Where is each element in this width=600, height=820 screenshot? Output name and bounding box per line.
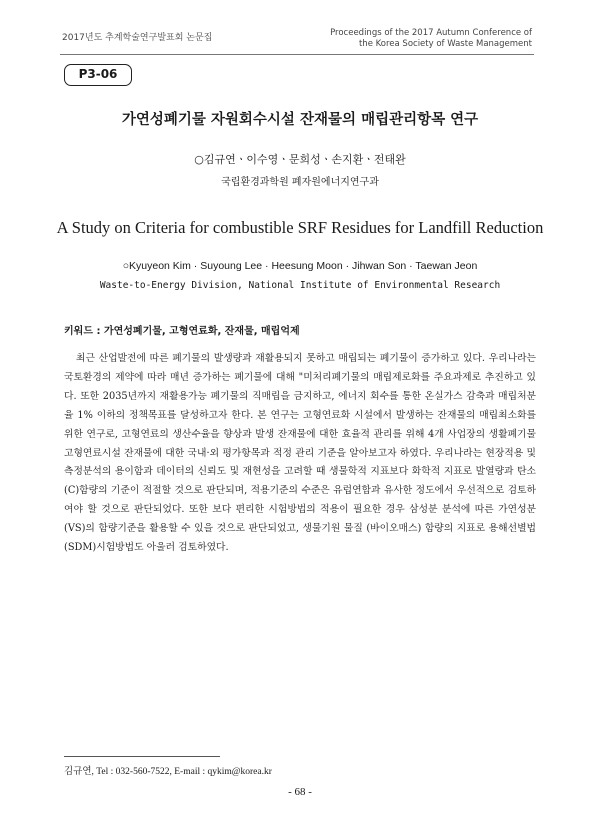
header-divider xyxy=(60,54,534,55)
authors-ko: ○김규연ㆍ이수영ㆍ문희성ㆍ손지환ㆍ전태완 xyxy=(194,153,406,166)
session-id-badge: P3-06 xyxy=(64,64,132,86)
header-proceedings-en-line2: the Korea Society of Waste Management xyxy=(358,39,532,49)
keywords: 키워드 : 가연성폐기물, 고형연료화, 잔재물, 매립억제 xyxy=(64,326,300,337)
page-number: - 68 - xyxy=(288,786,312,798)
header-proceedings-ko: 2017년도 추계학술연구발표회 논문집 xyxy=(62,33,213,43)
authors-en: ○Kyuyeon Kim · Suyoung Lee · Heesung Moon · Jihwan Son · Taewan Jeon xyxy=(122,260,478,272)
header-proceedings-en xyxy=(330,28,532,50)
footnote-divider xyxy=(64,756,220,757)
paper-title-ko: 가연성폐기물 자원회수시설 잔재물의 매립관리항목 연구 xyxy=(121,112,479,128)
footnote-contact: 김규연, Tel : 032-560-7522, E-mail : qykim@korea.kr xyxy=(64,767,272,777)
affiliation-ko: 국립환경과학원 폐자원에너지연구과 xyxy=(221,177,379,188)
abstract-body: 최근 산업발전에 따른 폐기물의 발생량과 재활용되지 못하고 매립되는 폐기물이 증가하고 있다. 우리나라는 국토환경의 제약에 따라 매년 증가하는 폐기물에 대해 "미처리폐기물의 매립제로화를 주요과제로 추진하고 있다. 또한 2035년까지 재활용가능 폐기물의 직매립을 금지하고, 에너지 회수를 통한 온실가스 감축과 매립처분율 1% 이하의 정책목표를 달성하고자 한다. 본 연구는 고형연료화 시설에서 발생하는 잔재물의 매립최소화를 위한 연구로, 고형연료의 생산수율을 향상과 발생 잔재물에 대한 효율적 관리를 위해 4개 사업장의 생활폐기물 고형연료시설 잔재물에 대한 국내·외 평가항목과 적정 관리 기준을 알아보고자 하였다. 우리나라는 현장적용 및 측정분석의 용이함과 데이터의 신뢰도 및 재현성을 고려할 때 생물학적 지표보다 화학적 지표로 발열량과 탄소(C)함량의 기준이 적절할 것으로 판단되며, 적용기준의 수준은 유럽연합과 유사한 정도에서 우선적으로 검토하여야 할 것으로 판단되었다. 또한 보다 편리한 시험방법의 적용이 필요한 경우 삼성분 분석에 따른 가연성분(VS)의 함량기준을 활용할 수 있을 것으로 판단되었고, 생물기원 물질 (바이오매스) 함량의 지표로 용해선별법(SDM)시험방법도 아울러 검토하였다. xyxy=(64,353,536,554)
header-proceedings-en-line1: Proceedings of the 2017 Autumn Conference of xyxy=(330,28,532,38)
paper-title-en: A Study on Criteria for combustible SRF Residues for Landfill Reduction xyxy=(56,218,544,237)
affiliation-en: Waste-to-Energy Division, National Institute of Environmental Research xyxy=(99,280,501,291)
